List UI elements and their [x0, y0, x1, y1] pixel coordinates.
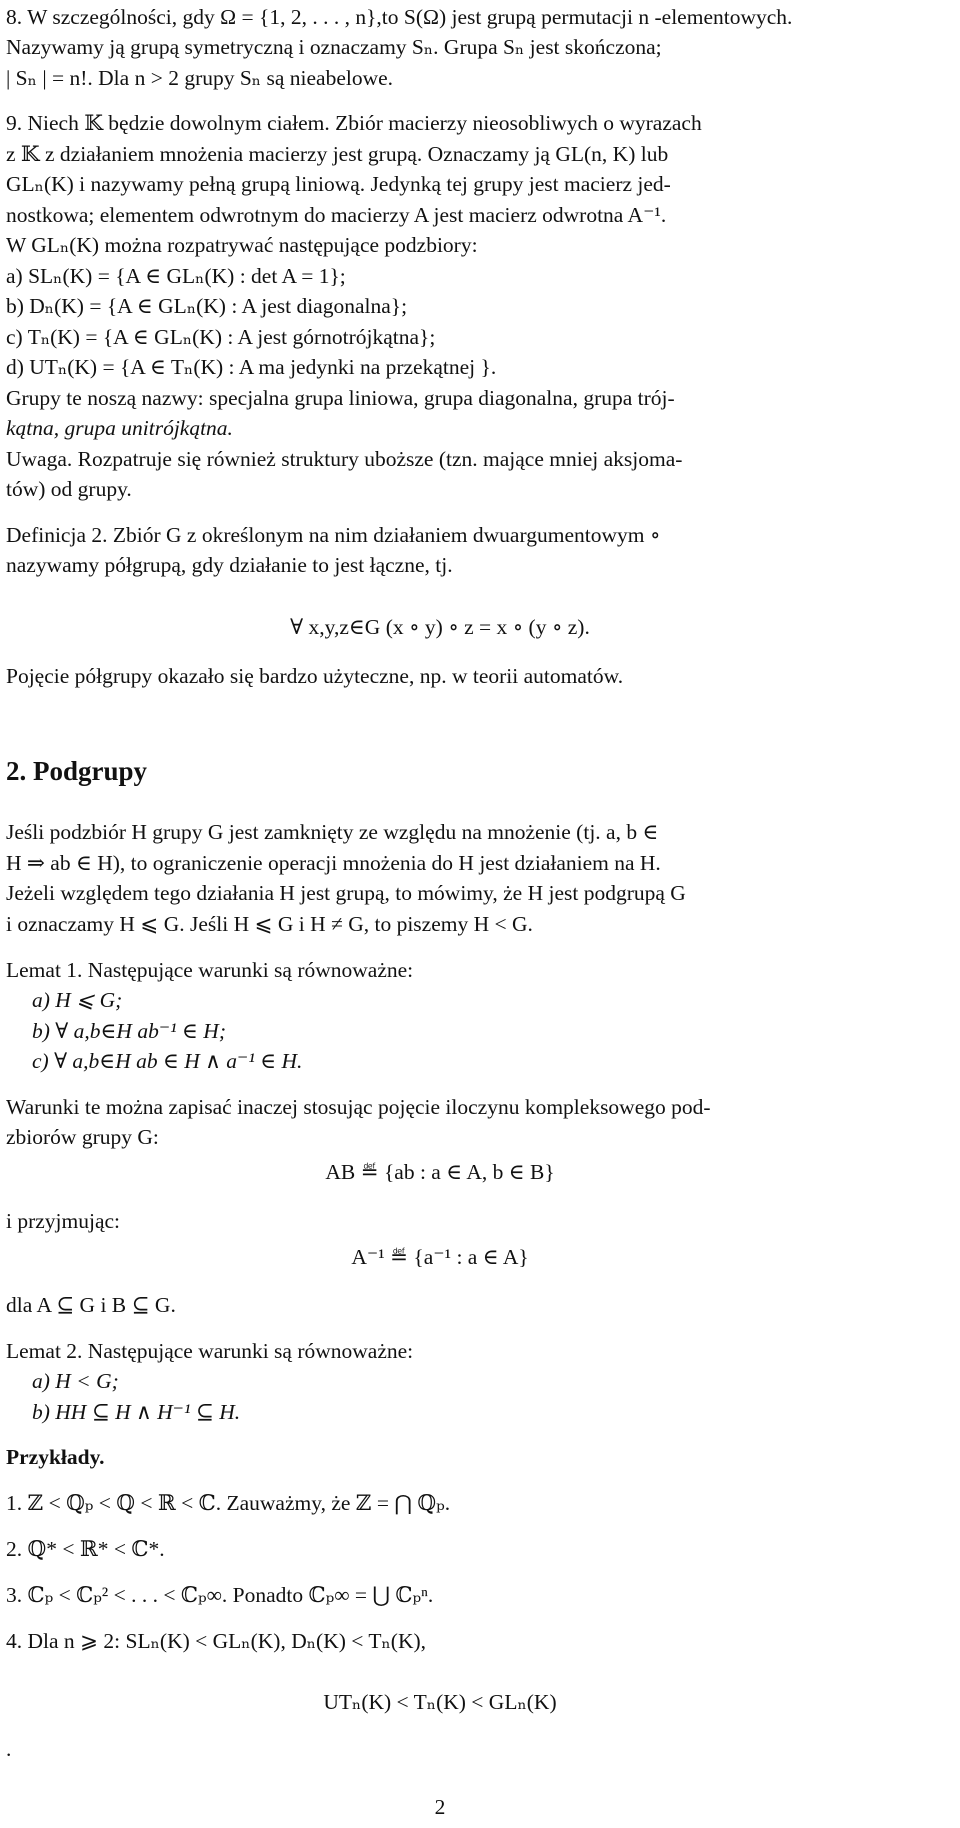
lemma-item: a) H < G;: [32, 1369, 119, 1393]
lemma-title: Lemat 2. Następujące warunki są równoważne:: [6, 1339, 414, 1363]
text-line: nazywamy półgrupą, gdy działanie to jest łączne, tj.: [6, 553, 453, 577]
text-line: zbiorów grupy G:: [6, 1125, 159, 1149]
text-line: Definicja 2. Zbiór G z określonym na nim działaniem dwuargumentowym ∘: [6, 523, 661, 547]
example-item: 4. Dla n ⩾ 2: SLₙ(K) < GLₙ(K), Dₙ(K) < Tₙ(K),: [6, 1629, 427, 1653]
text-line: Grupy te noszą nazwy: specjalna grupa liniowa, grupa diagonalna, grupa trój-: [6, 386, 675, 410]
text-line: 8. W szczególności, gdy Ω = {1, 2, . . . , n},to S(Ω) jest grupą permutacji n -elementowych.: [6, 5, 793, 29]
text-line: i oznaczamy H ⩽ G. Jeśli H ⩽ G i H ≠ G, to piszemy H < G.: [6, 912, 533, 936]
lemma-item: c) ∀ a,b∈H ab ∈ H ∧ a⁻¹ ∈ H.: [32, 1049, 303, 1073]
text-line: W GLₙ(K) można rozpatrywać następujące podzbiory:: [6, 233, 478, 257]
display-formula: ∀ x,y,z∈G (x ∘ y) ∘ z = x ∘ (y ∘ z).: [290, 615, 590, 639]
text-line: H ⇒ ab ∈ H), to ograniczenie operacji mnożenia do H jest działaniem na H.: [6, 851, 661, 875]
example-item: 2. ℚ* < ℝ* < ℂ*.: [6, 1537, 165, 1561]
text-line: c) Tₙ(K) = {A ∈ GLₙ(K) : A jest górnotrójkątna};: [6, 325, 436, 349]
text-line: nostkowa; elementem odwrotnym do macierzy A jest macierz odwrotna A⁻¹.: [6, 203, 667, 227]
display-formula: A⁻¹ ≝ {a⁻¹ : a ∈ A}: [351, 1245, 529, 1269]
document-page: [6, 0, 874, 1828]
example-item: 1. ℤ < ℚₚ < ℚ < ℝ < ℂ. Zauważmy, że ℤ = ⋂ ℚₚ.: [6, 1491, 451, 1515]
text-line: d) UTₙ(K) = {A ∈ Tₙ(K) : A ma jedynki na przekątnej }.: [6, 355, 497, 379]
text-line: kątna, grupa unitrójkątna.: [6, 416, 233, 440]
text-line: .: [6, 1737, 12, 1761]
text-line: Jeżeli względem tego działania H jest grupą, to mówimy, że H jest podgrupą G: [6, 881, 686, 905]
page-number: 2: [434, 1795, 446, 1819]
text-line: b) Dₙ(K) = {A ∈ GLₙ(K) : A jest diagonalna};: [6, 294, 408, 318]
text-line: i przyjmując:: [6, 1209, 121, 1233]
text-line: 9. Niech 𝕂 będzie dowolnym ciałem. Zbiór macierzy nieosobliwych o wyrazach: [6, 111, 702, 135]
lemma-item: b) HH ⊆ H ∧ H⁻¹ ⊆ H.: [32, 1400, 241, 1424]
display-formula: AB ≝ {ab : a ∈ A, b ∈ B}: [325, 1160, 555, 1184]
text-line: tów) od grupy.: [6, 477, 132, 501]
lemma-item: b) ∀ a,b∈H ab⁻¹ ∈ H;: [32, 1019, 226, 1043]
text-line: Pojęcie półgrupy okazało się bardzo użyteczne, np. w teorii automatów.: [6, 664, 624, 688]
text-line: Uwaga. Rozpatruje się również struktury uboższe (tzn. mające mniej aksjoma-: [6, 447, 683, 471]
text-line: Warunki te można zapisać inaczej stosując pojęcie iloczynu kompleksowego pod-: [6, 1095, 711, 1119]
text-line: z 𝕂 z działaniem mnożenia macierzy jest grupą. Oznaczamy ją GL(n, K) lub: [6, 142, 669, 166]
text-line: a) SLₙ(K) = {A ∈ GLₙ(K) : det A = 1};: [6, 264, 346, 288]
text-line: Jeśli podzbiór H grupy G jest zamknięty ze względu na mnożenie (tj. a, b ∈: [6, 820, 659, 844]
lemma-item: a) H ⩽ G;: [32, 988, 123, 1012]
text-line: GLₙ(K) i nazywamy pełną grupą liniową. Jedynką tej grupy jest macierz jed-: [6, 172, 671, 196]
text-line: | Sₙ | = n!. Dla n > 2 grupy Sₙ są nieabelowe.: [6, 66, 394, 90]
section-heading: 2. Podgrupy: [6, 756, 148, 786]
text-line: dla A ⊆ G i B ⊆ G.: [6, 1293, 176, 1317]
example-item: 3. ℂₚ < ℂₚ² < . . . < ℂₚ∞. Ponadto ℂₚ∞ = ⋃ ℂₚⁿ.: [6, 1583, 434, 1607]
examples-title: Przykłady.: [6, 1445, 105, 1469]
lemma-title: Lemat 1. Następujące warunki są równoważne:: [6, 958, 414, 982]
display-formula: UTₙ(K) < Tₙ(K) < GLₙ(K): [323, 1690, 557, 1714]
text-line: Nazywamy ją grupą symetryczną i oznaczamy Sₙ. Grupa Sₙ jest skończona;: [6, 35, 662, 59]
